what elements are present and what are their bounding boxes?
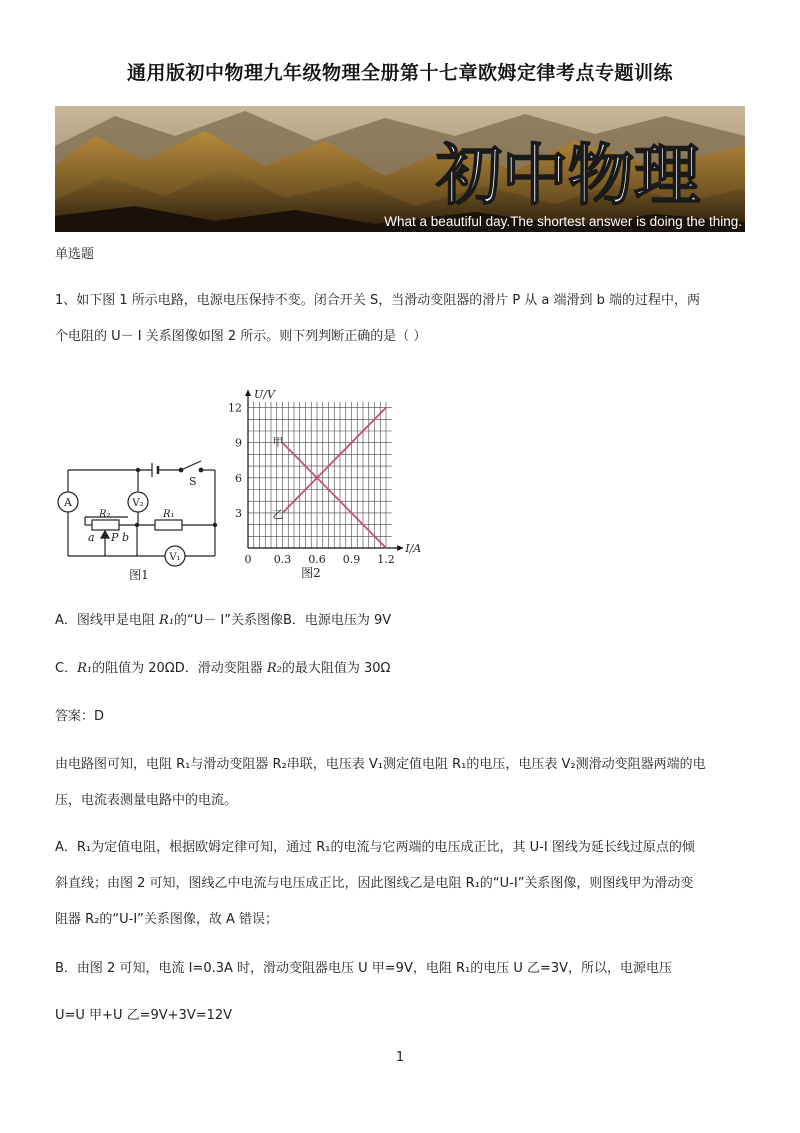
x-tick-label: 0.9 — [342, 553, 361, 566]
option-d[interactable] — [175, 661, 391, 676]
ui-graph — [228, 388, 421, 580]
option-c-d-line — [55, 654, 745, 684]
y-tick-label: 3 — [235, 506, 242, 520]
series-label-1: 甲 — [272, 435, 284, 449]
end-b-label: b — [122, 531, 130, 544]
x-tick-label: 0.6 — [308, 553, 326, 566]
explanation-1-line-1: 由电路图可知，电阻 R₁与滑动变阻器 R₂串联，电压表 V₁测定值电阻 R₁的电压，电压表 V₂测滑动变阻器两端的电 — [55, 757, 706, 772]
resistor-r1 — [155, 520, 182, 530]
series-label-2: 乙 — [272, 507, 284, 521]
option-c-text: C． — [55, 661, 78, 676]
page-title: 通用版初中物理九年级物理全册第十七章欧姆定律考点专题训练 — [126, 62, 673, 84]
question-figures — [55, 372, 455, 587]
x-axis-label: I/A — [405, 542, 422, 555]
option-d-tail: 的最大阻值为 30Ω — [281, 661, 391, 676]
option-a-var: R₁ — [159, 613, 175, 628]
ammeter-label: A — [64, 496, 72, 509]
banner-slogan: What a beautiful day.The shortest answer is doing the thing. — [384, 214, 742, 229]
option-a[interactable] — [55, 613, 283, 628]
section-heading: 单选题 — [55, 247, 95, 262]
switch-label: S — [189, 475, 197, 488]
slider-p-label: P — [111, 531, 119, 544]
figure-1-caption: 图1 — [129, 568, 149, 582]
r2-label: R₂ — [99, 509, 111, 520]
end-a-label: a — [88, 531, 95, 544]
option-a-tail: 的“U－ I”关系图像 — [174, 613, 283, 628]
y-tick-label: 9 — [235, 436, 242, 450]
banner-image — [55, 106, 745, 232]
x-axis-arrow — [397, 545, 403, 551]
question-line-2: 个电阻的 U－ I 关系图像如图 2 所示。则下列判断正确的是（ ） — [55, 329, 427, 344]
explanation-2-line-1: A．R₁为定值电阻，根据欧姆定律可知，通过 R₁的电流与它两端的电压成正比，其 U-I 图线为延长线过原点的倾 — [55, 840, 695, 855]
option-b[interactable]: B．电源电压为 9V — [282, 613, 392, 628]
y-tick-label: 12 — [228, 401, 242, 415]
y-axis-arrow — [245, 390, 251, 396]
option-a-text: A．图线甲是电阻 — [55, 613, 160, 628]
y-axis-label: U/V — [254, 388, 275, 402]
option-d-var: R₂ — [266, 661, 282, 676]
option-c[interactable] — [55, 661, 175, 676]
explanation-2-line-2: 斜直线；由图 2 可知，图线乙中电流与电压成正比，因此图线乙是电阻 R₁的“U-I”关系图像，则图线甲为滑动变 — [55, 876, 694, 891]
question-line-1: 1、如下图 1 所示电路，电源电压保持不变。闭合开关 S，当滑动变阻器的滑片 P 从 a 端滑到 b 端的过程中，两 — [55, 293, 701, 308]
explanation-1-line-2: 压，电流表测量电路中的电流。 — [55, 793, 238, 808]
x-tick-label: 0.3 — [273, 553, 292, 566]
explanation-3-line-2: U=U 甲+U 乙=9V+3V=12V — [55, 1008, 233, 1023]
option-d-text: D．滑动变阻器 — [174, 661, 267, 676]
r1-label: R₁ — [163, 509, 175, 520]
page-number: 1 — [395, 1050, 405, 1065]
explanation-2-line-3: 阻器 R₂的“U-I”关系图像，故 A 错误； — [55, 912, 279, 927]
option-c-tail: 的阻值为 20Ω — [92, 661, 175, 676]
rheostat-r2 — [92, 520, 119, 530]
option-a-b-line — [55, 606, 745, 636]
switch-blade — [181, 461, 201, 470]
v1-label: V₁ — [169, 552, 181, 563]
x-tick-label: 0 — [244, 553, 252, 566]
figure-2-caption: 图2 — [301, 566, 321, 580]
v2-label: V₂ — [132, 498, 144, 509]
option-c-var: R₁ — [77, 661, 93, 676]
banner-calligraphy: 初中物理 — [436, 136, 700, 214]
x-tick-label: 1.2 — [377, 553, 395, 566]
y-tick-label: 6 — [235, 471, 242, 485]
explanation-3-line-1: B．由图 2 可知，电流 I=0.3A 时，滑动变阻器电压 U 甲=9V，电阻 R₁的电压 U 乙=3V，所以，电源电压 — [55, 961, 673, 976]
answer: 答案：D — [55, 709, 105, 724]
